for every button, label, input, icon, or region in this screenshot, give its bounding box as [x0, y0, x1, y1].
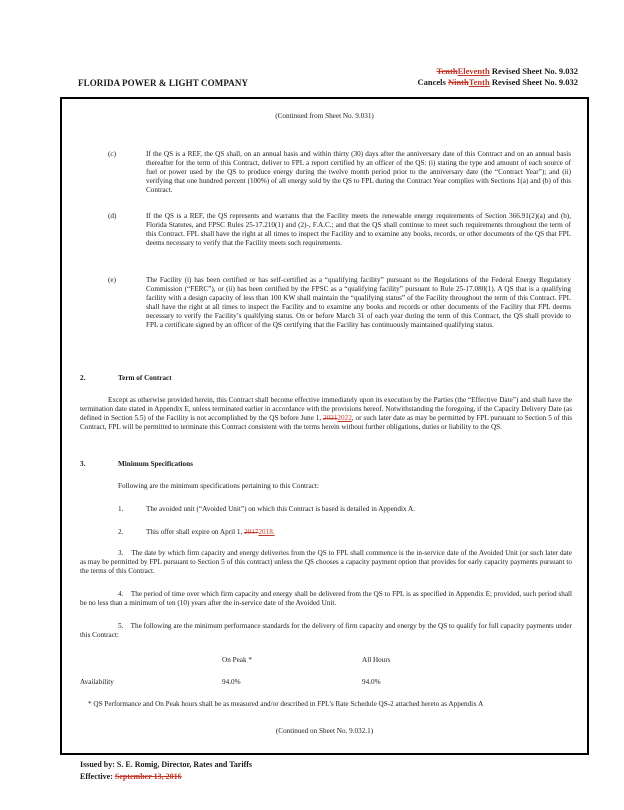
effective-label: Effective: — [80, 772, 115, 781]
section-number: 2. — [80, 374, 86, 382]
inserted-text: Tenth — [468, 77, 490, 87]
spec-5-text — [80, 622, 572, 640]
table-col-header: On Peak * — [222, 656, 252, 664]
item-text: If the QS is a REF, the QS shall, on an annual basis and within thirty (30) days after the anniversary date of this Contract and on an annual basis thereafter for the term of this Contract, deliver to FPL a report certified by an officer of the QS: (i) stating the type and amount of each source of fuel or power used by the QS to produce energy during the twelve month period prior to the anniversary date (the “Contract Year”); and (ii) verifying that one hundred percent (100%) of all energy sold by the QS to FPL during the Contract Year complies with Sections 1(a) and (b) of this Contract. — [146, 150, 571, 195]
section-title: Minimum Specifications — [118, 460, 193, 468]
spec-number: 4. — [118, 590, 124, 598]
paragraph-text: The period of time over which firm capacity and energy shall be delivered from the QS to FPL is as specified in Appendix E; provided, such period shall be no less than a minimum of ten (10) years after the in-service date of the Avoided Unit. — [80, 590, 572, 608]
section-3-intro: Following are the minimum specifications pertaining to this Contract: — [118, 482, 319, 490]
revised-sheet-line — [437, 66, 578, 76]
spec-number: 3. — [118, 549, 124, 557]
spec-4-text — [80, 590, 572, 608]
spec-3-text — [80, 549, 572, 576]
deleted-text: September 13, 2016 — [114, 772, 182, 781]
issued-by: Issued by: S. E. Romig, Director, Rates and Tariffs — [80, 760, 253, 769]
table-cell: 94.0% — [362, 678, 381, 686]
inserted-text: 2022 — [337, 414, 352, 423]
deleted-text: 2017 — [244, 528, 259, 536]
cancels-sheet-line — [417, 77, 578, 87]
spec-text — [146, 528, 571, 537]
item-text: The Facility (i) has been certified or has self-certified as a “qualifying facility” pursuant to the Regulations of the Federal Energy Regulatory Commission (“FERC”), or (ii) has been certified by the FPSC as a “qualifying facility” pursuant to Rule 25-17.080(1). A QS that is a qualifying facility with a design capacity of less than 100 KW shall maintain the “qualifying status” of the Facility throughout the term of this Contract. FPL shall have the right at all times to inspect the Facility and to examine any books and records or other documents of the Facility that FPL deems necessary to verify the Facility’s qualifying status. On or before March 31 of each year during the term of this Contract, the QS shall provide to FPL a certificate signed by an officer of the QS certifying that the Facility has continuously maintained qualifying status. — [146, 276, 571, 330]
sheet-number: Revised Sheet No. 9.032 — [489, 66, 578, 76]
spec-number: 2. — [118, 528, 124, 536]
continued-on: (Continued on Sheet No. 9.032.1) — [275, 727, 374, 735]
paragraph-text: The following are the minimum performance standards for the delivery of firm capacity and energy by the QS to qualify for full capacity payments under this Contract: — [80, 622, 573, 640]
effective-date-line — [80, 772, 182, 781]
item-label: (d) — [108, 212, 117, 220]
table-cell: 94.0% — [222, 678, 241, 686]
paragraph-text: This offer shall expire on April 1, — [146, 528, 245, 536]
section-number: 3. — [80, 460, 86, 468]
table-row-label: Availability — [80, 678, 114, 686]
company-name: FLORIDA POWER & LIGHT COMPANY — [78, 78, 249, 88]
spec-text: The avoided unit (“Avoided Unit”) on which this Contract is based is detailed in Appendix A. — [146, 505, 415, 513]
section-title: Term of Contract — [118, 374, 172, 382]
item-label: (c) — [108, 150, 116, 158]
item-text: If the QS is a REF, the QS represents and warrants that the Facility meets the renewable energy requirements of Section 366.91(2)(a) and (b), Florida Statutes, and FPSC Rules 25-17.210(1) and (2)-, F.A.C.; and that the QS shall continue to meet such requirements throughout the term of this Contract. FPL shall have the right at all times to inspect the Facility and to examine any books, records, or other documents of the QS that FPL deems necessary to verify that the Facility meets such requirements. — [146, 212, 571, 248]
table-col-header: All Hours — [362, 656, 391, 664]
section-2-text — [80, 396, 572, 432]
item-label: (e) — [108, 276, 116, 284]
deleted-text: Tenth — [436, 66, 458, 76]
deleted-text: 2021 — [323, 414, 338, 423]
footnote: * QS Performance and On Peak hours shall be as measured and/or described in FPL’s Rate Schedule QS-2 attached hereto as Appendix A — [88, 700, 484, 708]
cancels-label: Cancels — [417, 77, 448, 87]
paragraph-text: , or such later date as may be permitted by FPL pursuant to Section 5 of this Contract, FPL will be permitted to terminate this Contract consistent with the terms herein without further obligations, duties or liability to the QS. — [80, 414, 572, 432]
spec-number: 5. — [118, 622, 124, 630]
paragraph-text: Except as otherwise provided herein, this Contract shall become effective immediately upon its execution by the Parties (the “Effective Date”) and shall have the termination date stated in Appendix E, unless terminated earlier in accordance with the provisions hereof. Notwithstanding the foregoing, if the Capacity Delivery Date (as defined in Section 5.5) of the Facility is not accomplished by the QS before June 1, — [80, 396, 572, 423]
sheet-number: Revised Sheet No. 9.032 — [489, 77, 578, 87]
inserted-text: Eleventh — [457, 66, 490, 76]
continued-from: (Continued from Sheet No. 9.031) — [275, 112, 374, 120]
spec-number: 1. — [118, 505, 124, 513]
inserted-text: 2018. — [258, 528, 275, 536]
paragraph-text: The date by which firm capacity and energy deliveries from the QS to FPL shall commence is the in-service date of the Avoided Unit (or such later date as may be permitted by FPL pursuant to Section 5 of this contract) unless the QS chooses a capacity payment option that provides for early capacity payments pursuant to the terms of this Contract. — [80, 549, 572, 576]
deleted-text: Ninth — [447, 77, 469, 87]
